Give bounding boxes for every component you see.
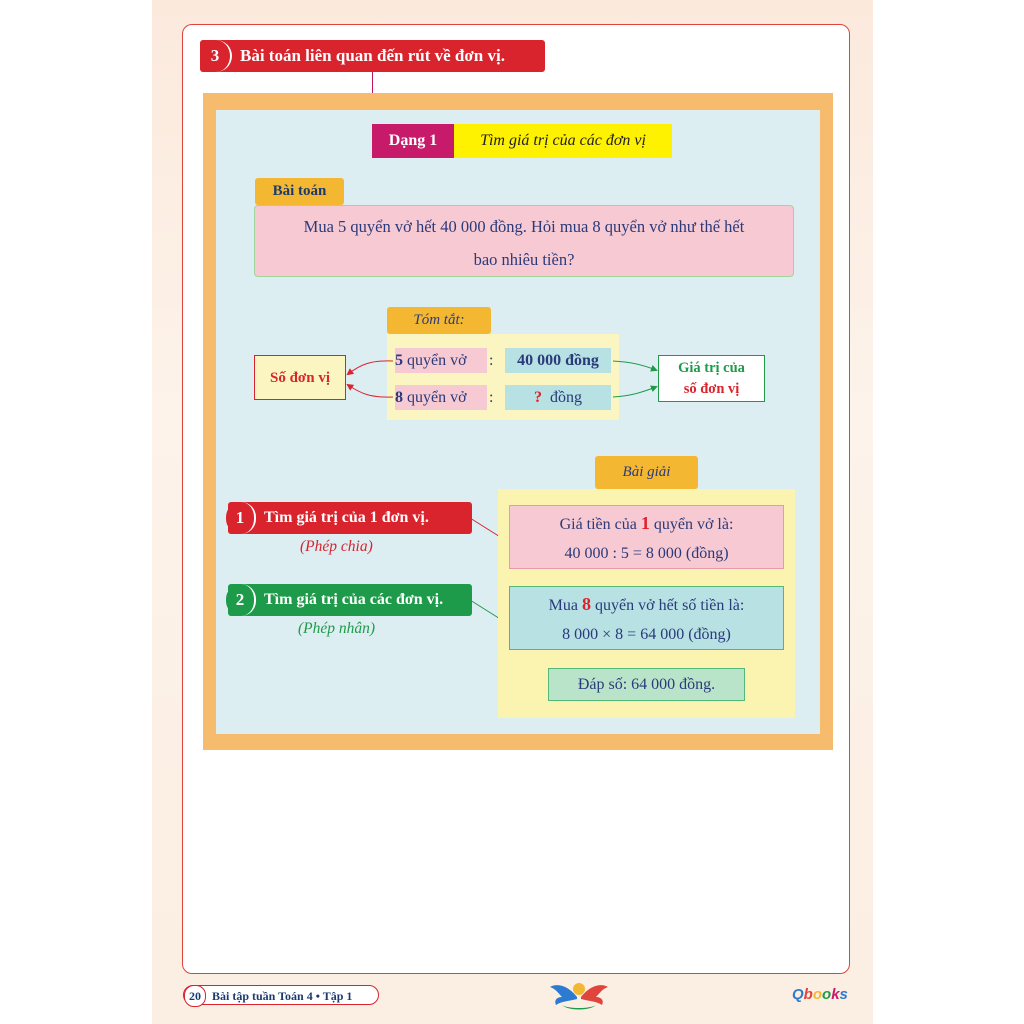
dang-label: Dạng 1	[372, 124, 454, 158]
page-number: 20	[184, 985, 206, 1007]
step2-number: 2	[226, 584, 256, 616]
solution-box-1-calc: 40 000 : 5 = 8 000 (đồng)	[564, 545, 729, 562]
section-number: 3	[200, 40, 232, 72]
unit-count-label: Số đơn vị	[254, 355, 346, 400]
wings-logo-icon	[548, 975, 610, 1015]
summary-row1-colon: :	[489, 352, 494, 369]
summary-row2-qty: 8 quyển vở	[395, 385, 487, 410]
solution-tag: Bài giải	[595, 456, 698, 489]
step2-note: (Phép nhân)	[298, 620, 376, 637]
step1-label: Tìm giá trị của 1 đơn vị.	[264, 509, 429, 526]
summary-row2-value: ? đồng	[505, 385, 611, 410]
section-title: Bài toán liên quan đến rút về đơn vị.	[240, 46, 505, 65]
answer-box: Đáp số: 64 000 đồng.	[548, 668, 745, 701]
section-connector	[372, 72, 373, 94]
book-title: Bài tập tuần Toán 4 • Tập 1	[212, 989, 353, 1003]
solution-box-2-calc: 8 000 × 8 = 64 000 (đồng)	[562, 626, 731, 643]
solution-box-1	[509, 505, 784, 569]
problem-line-2: bao nhiêu tiền?	[473, 250, 575, 269]
footer-book-badge	[183, 985, 379, 1005]
summary-row1-qty: 5 quyển vở	[395, 348, 487, 373]
solution-box-2-text: Mua 8 quyển vở hết số tiền là:	[548, 594, 745, 614]
summary-row2-colon: :	[489, 389, 494, 406]
problem-tag: Bài toán	[255, 178, 344, 205]
solution-box-1-text: Giá tiền của 1 quyển vở là:	[559, 513, 734, 533]
problem-line-1: Mua 5 quyển vở hết 40 000 đồng. Hỏi mua 8 quyển vở như thế hết	[303, 217, 745, 236]
summary-row1-value: 40 000 đồng	[505, 348, 611, 373]
qbooks-logo: Qbooks	[792, 986, 848, 1003]
dang-description: Tìm giá trị của các đơn vị	[454, 124, 672, 158]
solution-box-2	[509, 586, 784, 650]
step2-label: Tìm giá trị của các đơn vị.	[264, 591, 444, 608]
step1-note: (Phép chia)	[300, 538, 373, 555]
problem-box	[254, 205, 794, 277]
summary-tag: Tóm tắt:	[387, 307, 491, 334]
unit-value-label: Giá trị của số đơn vị	[658, 355, 765, 402]
step1-number: 1	[226, 502, 256, 534]
